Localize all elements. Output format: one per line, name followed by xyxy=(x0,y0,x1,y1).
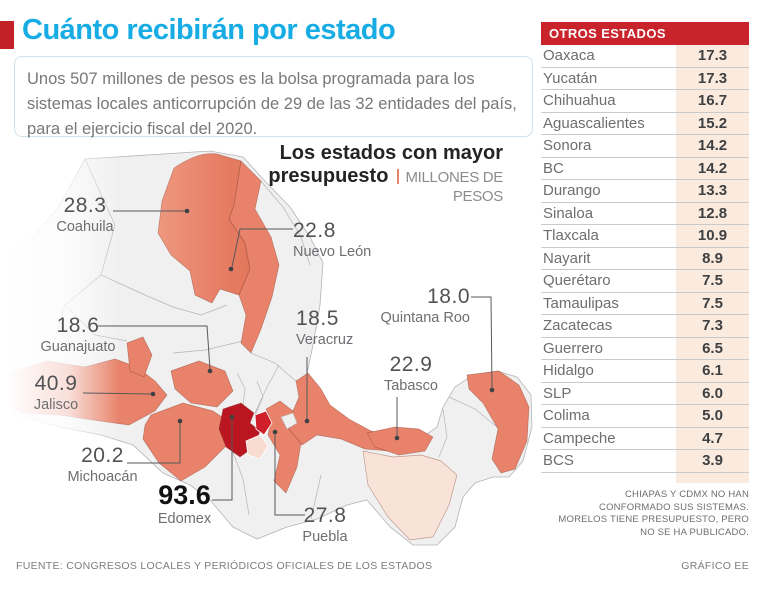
table-row xyxy=(541,293,749,316)
map-units-label: MILLONES DE PESOS xyxy=(405,169,503,205)
table-row-value: 7.5 xyxy=(702,272,723,290)
source-line: FUENTE: CONGRESOS LOCALES Y PERIÓDICOS OFICIALES DE LOS ESTADOS xyxy=(16,560,433,572)
table-row-name: Aguascalientes xyxy=(543,114,645,132)
state-name: Coahuila xyxy=(56,219,114,236)
table-row xyxy=(541,68,749,91)
table-row-name: Zacatecas xyxy=(543,317,613,335)
state-value: 27.8 xyxy=(303,504,347,527)
map-label-edomex xyxy=(127,481,242,528)
table-row-value: 6.1 xyxy=(702,362,723,380)
table-row-name: Oaxaca xyxy=(543,47,595,65)
map-label-jalisco xyxy=(16,373,96,414)
table-row-value: 10.9 xyxy=(697,227,728,245)
state-value: 28.3 xyxy=(63,194,107,217)
table-row xyxy=(541,338,749,361)
state-value: 20.2 xyxy=(81,444,124,467)
table-row-value: 15.2 xyxy=(697,114,728,132)
map-title-line2: presupuesto xyxy=(268,165,389,187)
table-row-name: Yucatán xyxy=(543,69,598,87)
map-label-quintana-roo xyxy=(380,286,470,327)
table-row xyxy=(541,450,749,473)
state-name: Tabasco xyxy=(383,378,438,395)
intro-text: Unos 507 millones de pesos es la bolsa programada para los sistemas locales anticorrupción de 29 de las 32 entidades del país, para el ejercicio fiscal del 2020. xyxy=(27,70,517,138)
table-row xyxy=(541,180,749,203)
table-row xyxy=(541,360,749,383)
table-row-value: 5.0 xyxy=(702,407,723,425)
credit-line: GRÁFICO EE xyxy=(681,560,749,572)
table-row xyxy=(541,405,749,428)
table-row-value: 3.9 xyxy=(702,452,723,470)
table-row-value: 14.2 xyxy=(697,137,728,155)
table-row-value: 6.5 xyxy=(702,339,723,357)
state-name: Nuevo León xyxy=(293,244,372,261)
table-row xyxy=(541,225,749,248)
state-value: 22.8 xyxy=(293,219,336,242)
table-row xyxy=(541,270,749,293)
table-header: OTROS ESTADOS xyxy=(541,22,749,45)
table-row xyxy=(541,158,749,181)
footnote-line: NO SE HA PUBLICADO. xyxy=(640,526,749,538)
page-title: Cuánto recibirán por estado xyxy=(22,14,396,46)
state-name: Guanajuato xyxy=(40,339,116,356)
map-label-tabasco xyxy=(361,354,461,395)
state-value: 93.6 xyxy=(158,480,211,510)
table-row-name: Colima xyxy=(543,407,590,425)
footnote-line: MORELOS TIENE PRESUPUESTO, PERO xyxy=(558,514,749,526)
map-label-nuevo-leon xyxy=(293,220,413,261)
table-row-value: 17.3 xyxy=(697,69,728,87)
table-row xyxy=(541,248,749,271)
table-row xyxy=(541,428,749,451)
table-row-value: 16.7 xyxy=(697,92,728,110)
table-row-value: 8.9 xyxy=(702,249,723,267)
map-label-michoacan xyxy=(45,445,160,486)
footnote-line: CHIAPAS Y CDMX NO HAN xyxy=(624,489,749,500)
state-value: 18.5 xyxy=(296,307,339,330)
state-value: 18.6 xyxy=(56,314,100,337)
table-row-name: Campeche xyxy=(543,429,616,447)
table-row-value: 6.0 xyxy=(702,384,723,402)
table-row xyxy=(541,383,749,406)
table-row-value: 4.7 xyxy=(702,429,723,447)
table-row xyxy=(541,45,749,68)
state-value: 18.0 xyxy=(427,285,470,308)
state-name: Veracruz xyxy=(296,332,354,349)
intro-text-box xyxy=(14,56,533,137)
table-row xyxy=(541,90,749,113)
table-row-name: Sonora xyxy=(543,137,592,155)
table-row-value: 17.3 xyxy=(697,47,728,65)
map-title xyxy=(223,142,503,206)
map-label-puebla xyxy=(275,505,375,546)
table-footnote xyxy=(540,489,749,539)
otros-estados-rows xyxy=(541,45,749,473)
table-row-name: Nayarit xyxy=(543,249,591,267)
table-row-name: Querétaro xyxy=(543,272,611,290)
state-name: Jalisco xyxy=(33,397,79,414)
map-label-coahuila xyxy=(35,195,135,236)
table-row xyxy=(541,315,749,338)
table-row-name: BC xyxy=(543,159,564,177)
table-row-value: 13.3 xyxy=(697,182,728,200)
footnote-line: CONFORMADO SUS SISTEMAS. xyxy=(599,501,749,513)
table-row-value: 7.3 xyxy=(702,317,723,335)
title-accent-square xyxy=(0,21,14,49)
table-row-name: Guerrero xyxy=(543,339,604,357)
table-row-value: 7.5 xyxy=(702,294,723,312)
map-label-guanajuato xyxy=(20,315,136,356)
separator-bar xyxy=(397,169,399,184)
table-row-name: Sinaloa xyxy=(543,204,594,222)
table-row-name: Chihuahua xyxy=(543,92,616,110)
state-name: Puebla xyxy=(302,529,348,546)
table-row-name: Tlaxcala xyxy=(543,227,599,245)
table-row xyxy=(541,203,749,226)
table-row-name: Hidalgo xyxy=(543,362,594,380)
table-row-value: 12.8 xyxy=(697,204,728,222)
table-row xyxy=(541,113,749,136)
table-row-value: 14.2 xyxy=(697,159,728,177)
state-value: 22.9 xyxy=(389,353,433,376)
state-value: 40.9 xyxy=(34,372,78,395)
state-name: Quintana Roo xyxy=(380,310,470,327)
table-row-name: Tamaulipas xyxy=(543,294,619,312)
state-name: Michoacán xyxy=(67,469,138,486)
state-name: Edomex xyxy=(157,511,212,528)
map-title-line1: Los estados con mayor xyxy=(279,142,503,164)
table-row xyxy=(541,135,749,158)
table-row-name: SLP xyxy=(543,384,572,402)
otros-estados-table xyxy=(541,22,749,473)
table-row-name: Durango xyxy=(543,182,601,200)
table-row-name: BCS xyxy=(543,452,574,470)
